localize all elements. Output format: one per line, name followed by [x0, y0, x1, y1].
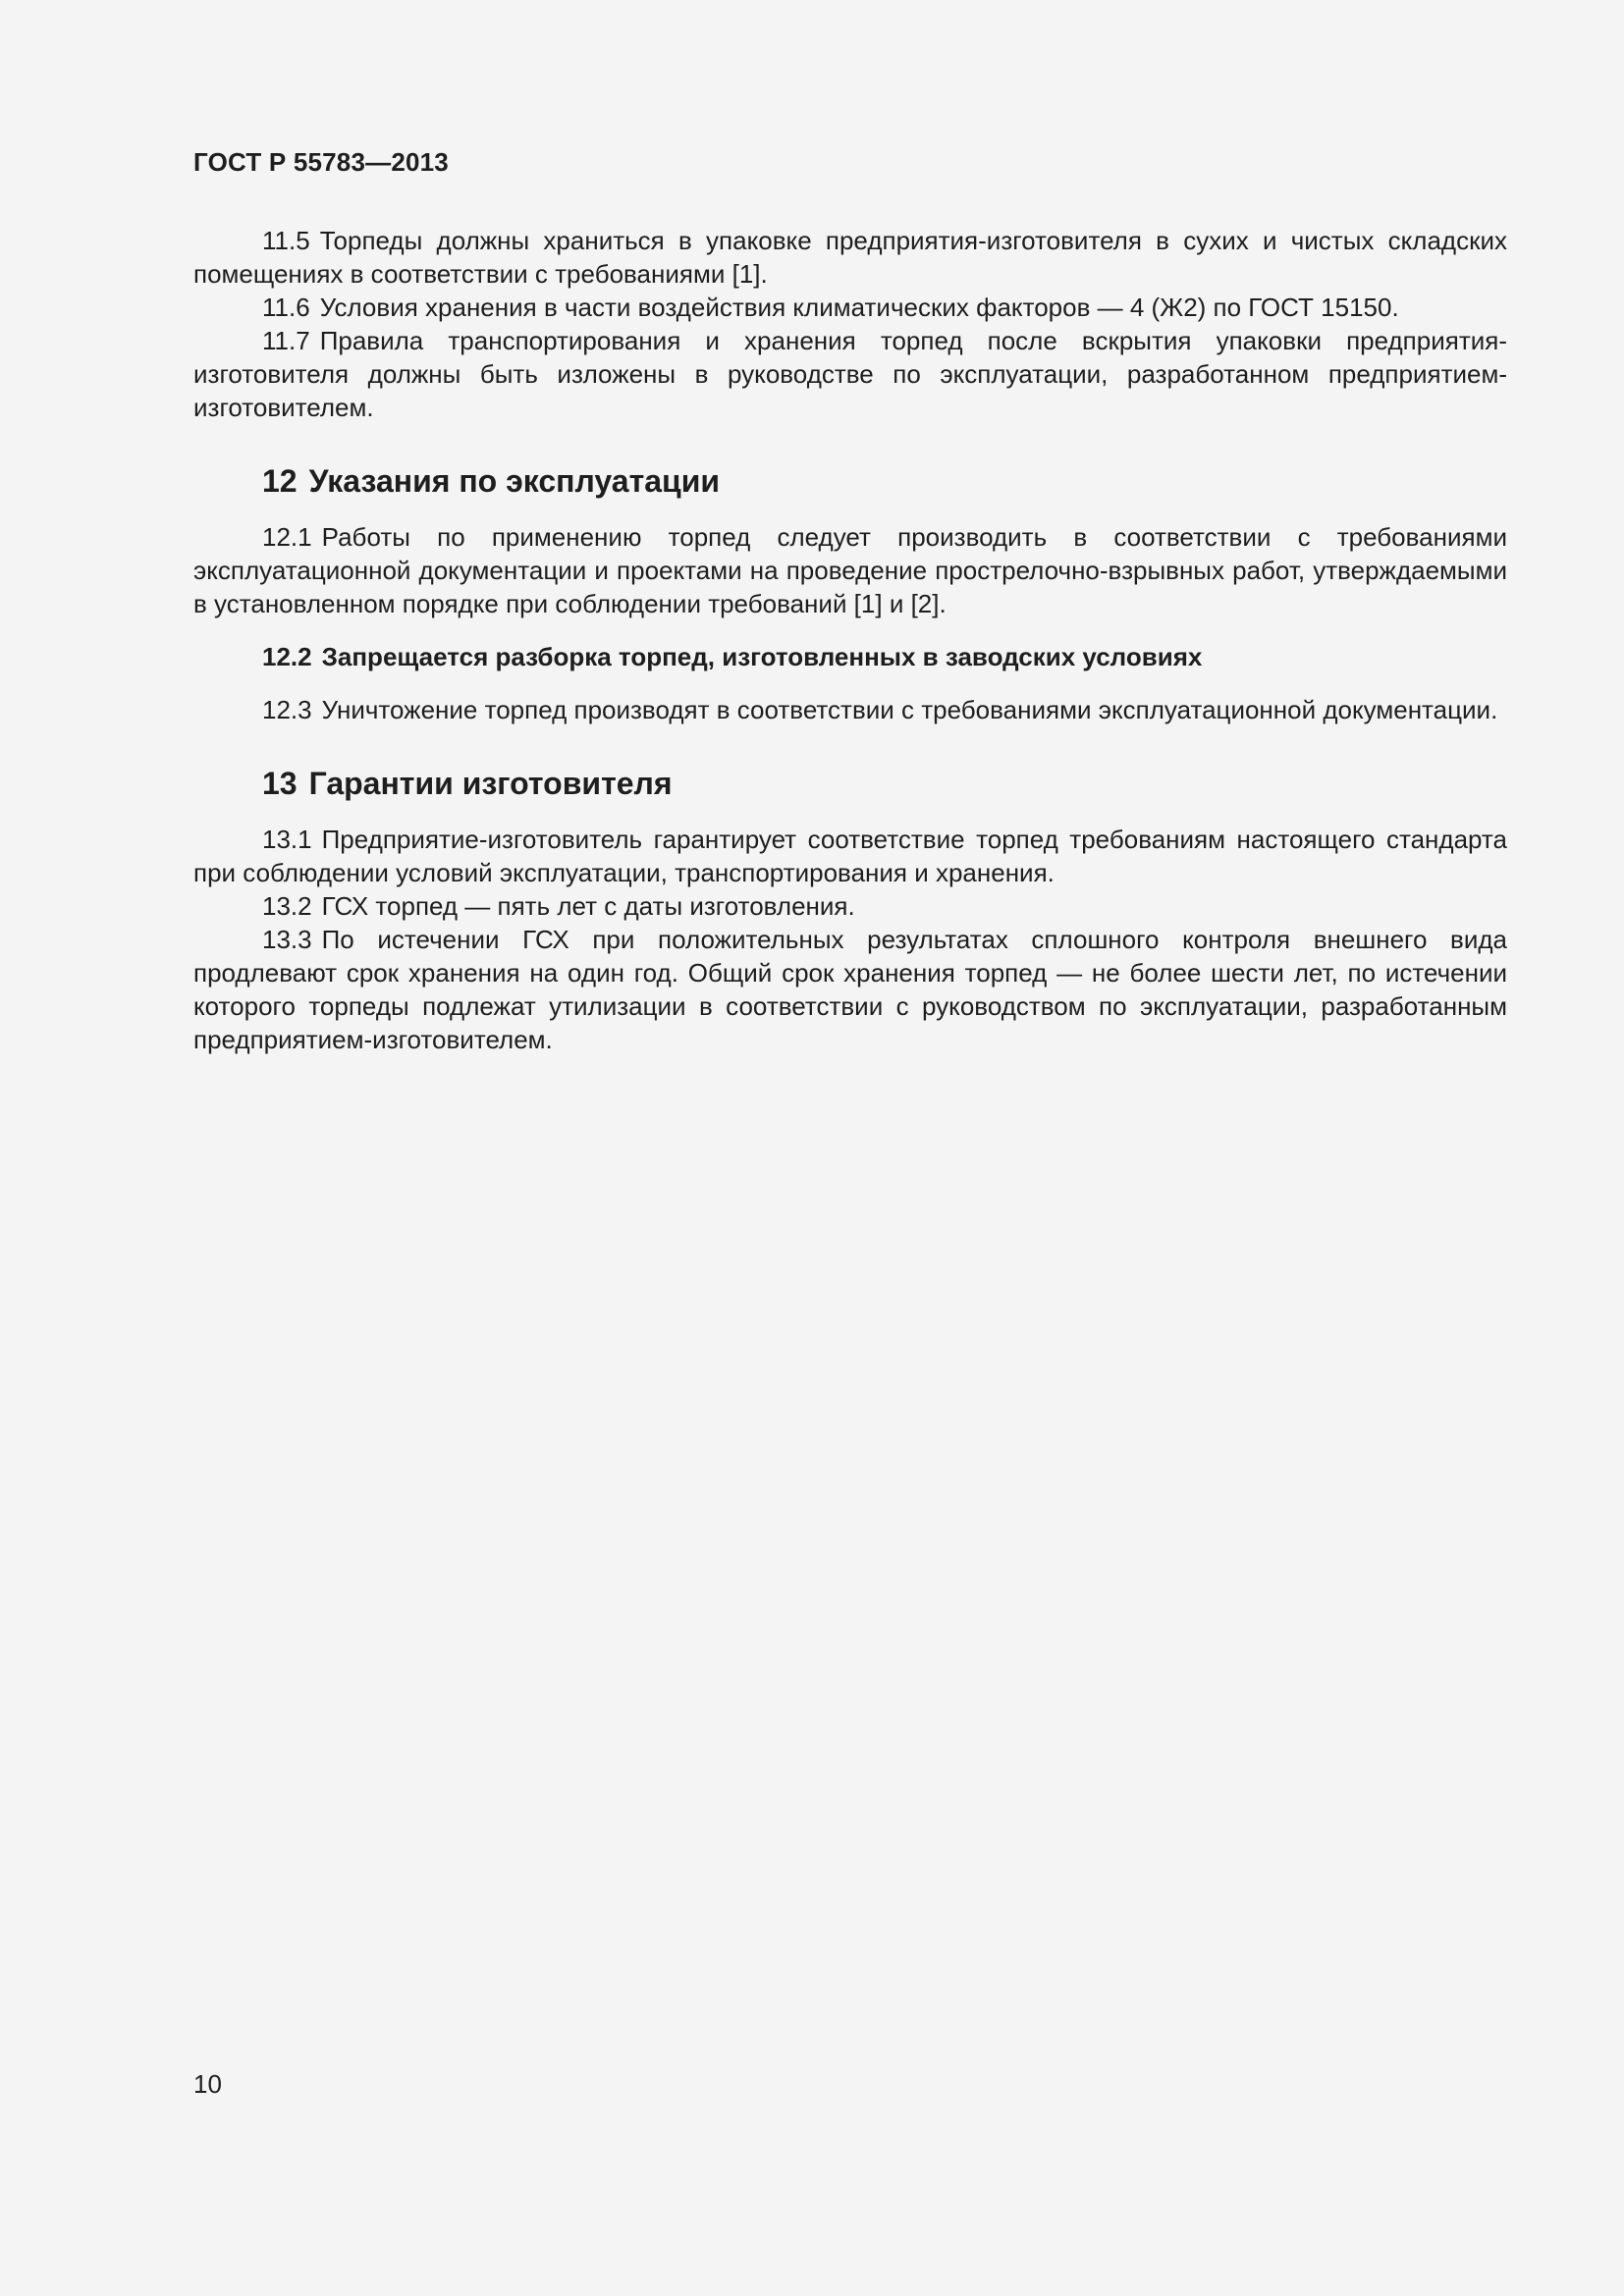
- paragraph-number: 13.2: [262, 891, 312, 921]
- paragraph-text: Работы по применению торпед следует производить в соответствии с требованиями эксплуатационной документации и проектами на проведение прострелочно-взрывных работ, утверждаемыми в установленном порядке при соблюдении требований [1] и [2].: [193, 522, 1507, 618]
- paragraph-number: 13.3: [262, 925, 312, 954]
- paragraph-text: Торпеды должны храниться в упаковке предприятия-изготовителя в сухих и чистых складских помещениях в соответствии с требованиями [1].: [193, 226, 1507, 289]
- paragraph-number: 11.6: [262, 293, 310, 322]
- paragraph-12-3: [193, 693, 1507, 726]
- paragraph-number: 12.3: [262, 695, 312, 724]
- paragraph-13-3: [193, 923, 1507, 1056]
- paragraph-text: По истечении ГСХ при положительных результатах сплошного контроля внешнего вида продлевают срок хранения на один год. Общий срок хранения торпед — не более шести лет, по истечении которого торпеды подлежат утилизации в соответствии с руководством по эксплуатации, разработанным предприятием-изготовителем.: [193, 925, 1507, 1054]
- paragraph-12-1: [193, 520, 1507, 620]
- paragraph-text: Уничтожение торпед производят в соответствии с требованиями эксплуатационной документации.: [321, 695, 1498, 724]
- paragraph-text: Правила транспортирования и хранения торпед после вскрытия упаковки предприятия-изготовителя должны быть изложены в руководстве по эксплуатации, разработанном предприятием-изготовителем.: [193, 326, 1507, 422]
- paragraph-13-2: [193, 889, 1507, 923]
- section-title-text: Указания по эксплуатации: [308, 463, 721, 499]
- paragraph-text: ГСХ торпед — пять лет с даты изготовления.: [321, 891, 855, 921]
- paragraph-13-1: [193, 823, 1507, 889]
- paragraph-number: 11.5: [262, 226, 310, 255]
- paragraph-11-6: [193, 291, 1507, 324]
- section-number: 13: [262, 766, 298, 801]
- section-12-title: [193, 461, 1507, 501]
- page-number: 10: [193, 2069, 222, 2099]
- paragraph-11-5: [193, 224, 1507, 291]
- paragraph-12-2: [193, 640, 1507, 673]
- paragraph-text: Запрещается разборка торпед, изготовленных в заводских условиях: [321, 642, 1203, 671]
- paragraph-11-7: [193, 324, 1507, 424]
- section-title-text: Гарантии изготовителя: [308, 766, 673, 801]
- document-code-header: ГОСТ Р 55783—2013: [193, 147, 449, 177]
- paragraph-text: Предприятие-изготовитель гарантирует соответствие торпед требованиям настоящего стандарта при соблюдении условий эксплуатации, транспортирования и хранения.: [193, 825, 1507, 887]
- paragraph-text: Условия хранения в части воздействия климатических факторов — 4 (Ж2) по ГОСТ 15150.: [319, 293, 1399, 322]
- paragraph-number: 12.1: [262, 522, 312, 552]
- paragraph-number: 12.2: [262, 642, 312, 671]
- section-13-title: [193, 764, 1507, 803]
- document-body: [193, 222, 1507, 1056]
- section-number: 12: [262, 463, 298, 499]
- paragraph-number: 11.7: [262, 326, 310, 355]
- paragraph-number: 13.1: [262, 825, 312, 854]
